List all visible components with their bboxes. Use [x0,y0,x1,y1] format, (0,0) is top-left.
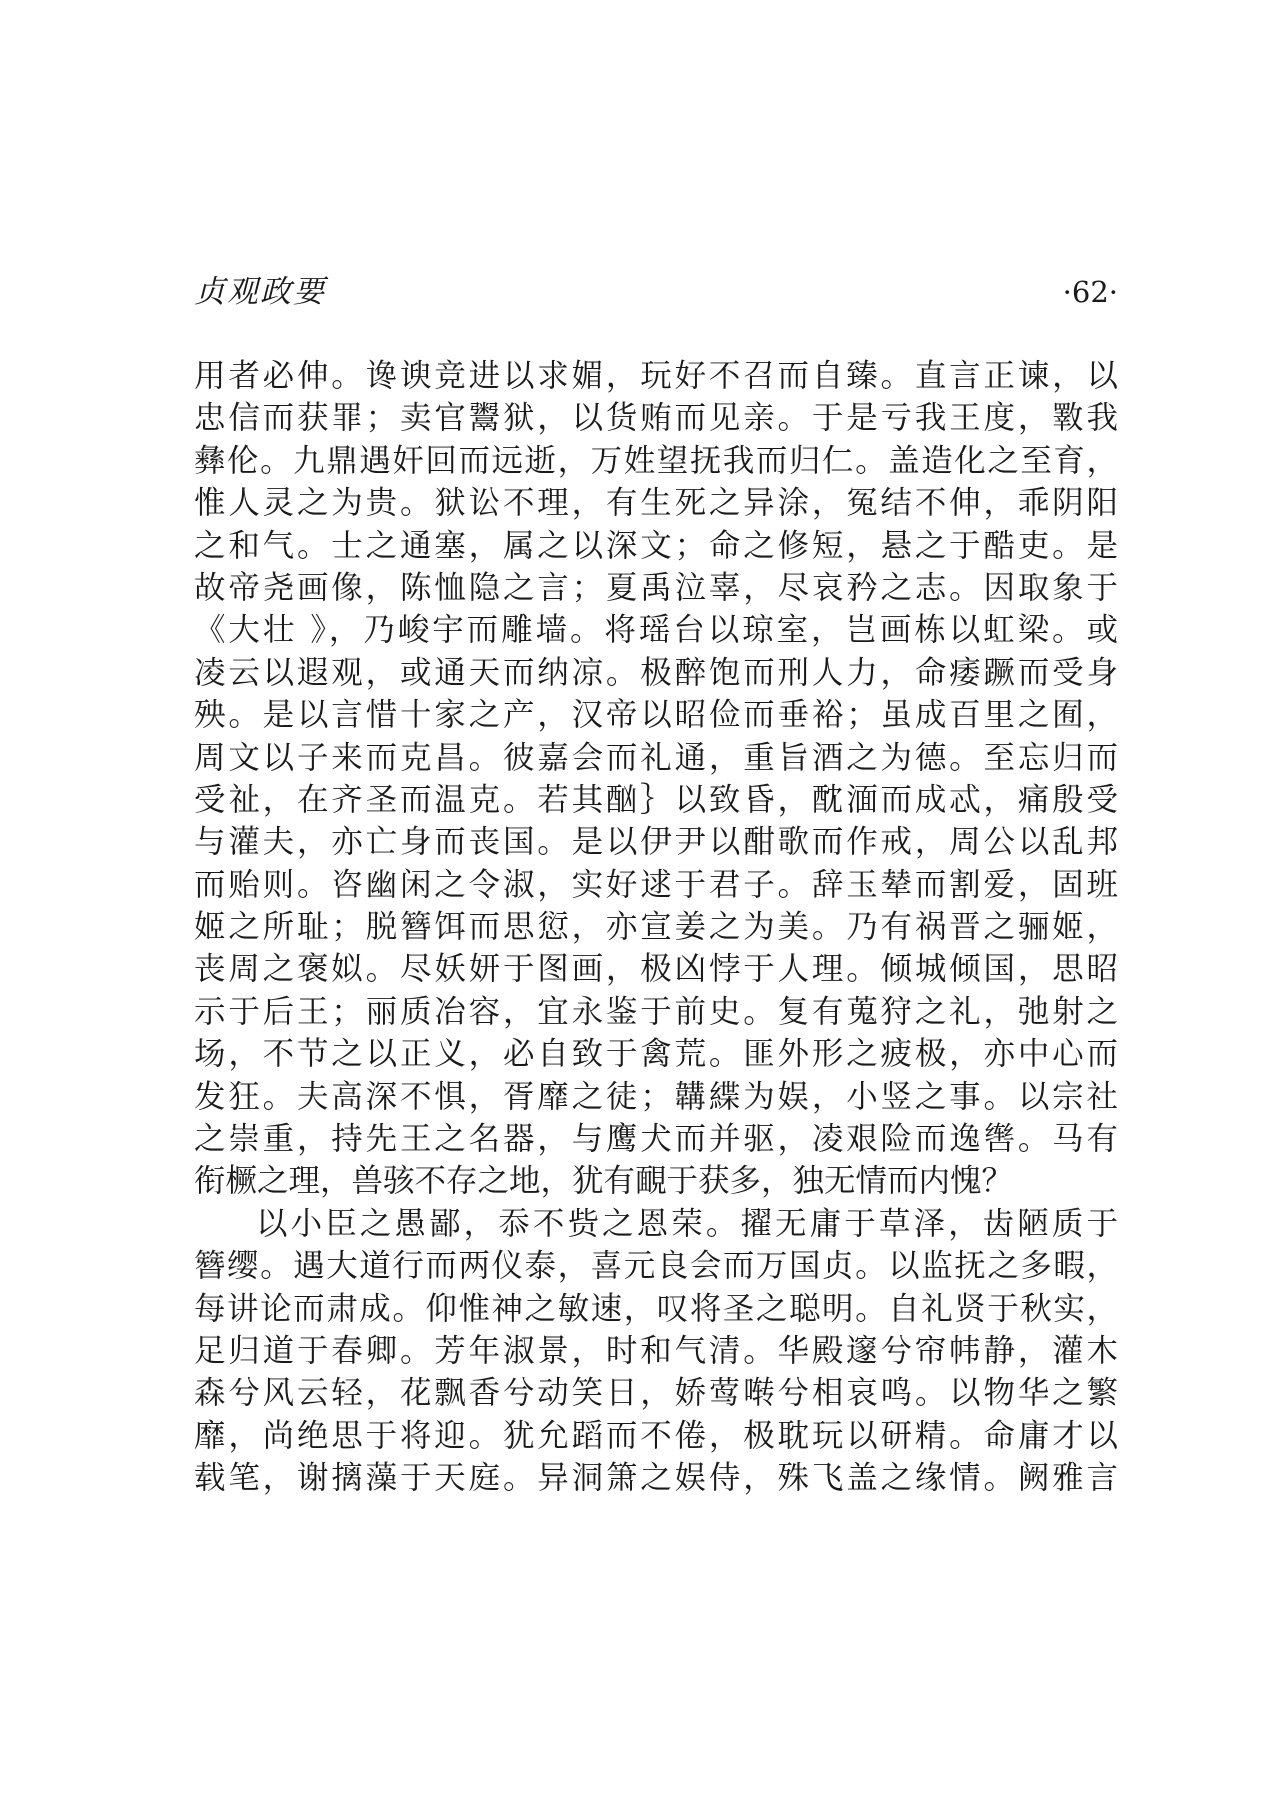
text-line: 靡，尚绝思于将迎。犹允蹈而不倦，极耽玩以研精。命庸才以 [194,1417,1118,1454]
text-line: 之崇重，持先王之名器，与鹰犬而并驱，凌艰险而逸辔。马有 [194,1121,1118,1158]
text-line: 森兮风云轻，花飘香兮动笑日，娇莺啭兮相哀鸣。以物华之繁 [194,1375,1118,1412]
body-text [194,355,1118,1500]
text-line: 载笔，谢摛藻于天庭。异洞箫之娱侍，殊飞盖之缘情。阙雅言 [194,1460,1118,1497]
text-line: 《大壮 》，乃峻宇而雕墙。将瑶台以琼室，岂画栋以虹梁。或 [194,612,1118,649]
text-line: 丧周之褒姒。尽妖妍于图画，极凶悖于人理。倾城倾国，思昭 [194,951,1118,988]
text-line: 凌云以遐观，或通天而纳凉。极醉饱而刑人力，命痿蹶而受身 [194,654,1118,691]
text-line: 而贻则。咨幽闲之令淑，实好逑于君子。辞玉辇而割爱，固班 [194,866,1118,903]
text-line: 受祉，在齐圣而温克。若其酗｝以致昏，酖湎而成忒，痛殷受 [194,781,1118,818]
text-line: 足归道于春卿。芳年淑景，时和气清。华殿邃兮帘帏静，灌木 [194,1332,1118,1369]
book-title: 贞观政要 [194,274,326,310]
text-line: 姬之所耻；脱簪饵而思愆，亦宣姜之为美。乃有祸晋之骊姬， [194,909,1118,946]
text-line: 以小臣之愚鄙，忝不赀之恩荣。擢无庸于草泽，齿陋质于 [256,1205,1118,1242]
text-line: 殃。是以言惜十家之产，汉帝以昭俭而垂裕；虽成百里之囿， [194,697,1118,734]
text-line: 与灌夫，亦亡身而丧国。是以伊尹以酣歌而作戒，周公以乱邦 [194,824,1118,861]
page-number: ·62· [1062,275,1118,309]
text-line: 发狂。夫高深不惧，胥靡之徒；韝緤为娱，小竖之事。以宗社 [194,1078,1118,1115]
text-line: 簪缨。遇大道行而两仪泰，喜元良会而万国贞。以监抚之多暇， [194,1248,1118,1285]
text-line: 每讲论而肃成。仰惟神之敏速，叹将圣之聪明。自礼贤于秋实， [194,1290,1118,1327]
text-line: 示于后王；丽质冶容，宜永鉴于前史。复有蒐狩之礼，弛射之 [194,993,1118,1030]
text-line: 忠信而获罪；卖官鬻狱，以货贿而见亲。于是亏我王度，斁我 [194,400,1118,437]
text-line: 故帝尧画像，陈恤隐之言；夏禹泣辜，尽哀矜之志。因取象于 [194,569,1118,606]
running-header [194,272,1118,312]
text-line: 周文以子来而克昌。彼嘉会而礼通，重旨酒之为德。至忘归而 [194,739,1118,776]
text-line: 衔橛之理，兽骇不存之地，犹有靦于获多，独无情而内愧？ [194,1163,1014,1200]
text-line: 用者必伸。谗谀竞进以求媚，玩好不召而自臻。直言正谏，以 [194,358,1118,394]
text-line: 场，不节之以正义，必自致于禽荒。匪外形之疲极，亦中心而 [194,1036,1118,1073]
text-line: 彝伦。九鼎遇奸回而远逝，万姓望抚我而归仁。盖造化之至育， [194,442,1118,479]
text-line: 之和气。士之通塞，属之以深文；命之修短，悬之于酷吏。是 [194,527,1118,564]
text-line: 惟人灵之为贵。狱讼不理，有生死之异涂，冤结不伸，乖阴阳 [194,485,1118,522]
